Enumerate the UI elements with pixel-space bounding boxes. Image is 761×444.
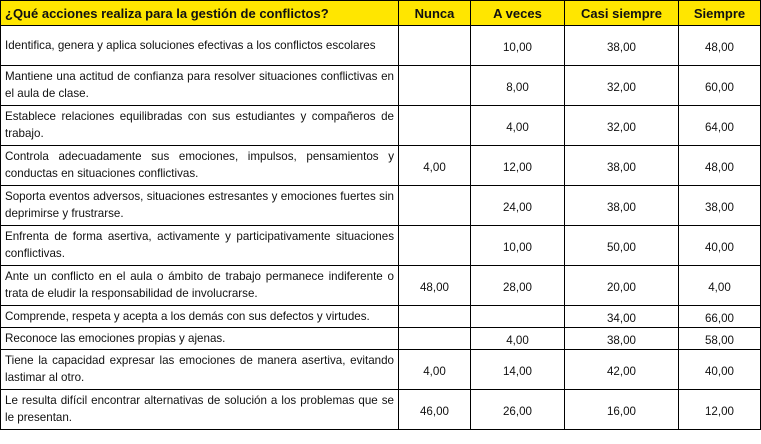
value-nunca [399, 66, 471, 106]
value-nunca [399, 328, 471, 350]
value-a-veces: 28,00 [471, 266, 565, 306]
question-cell: Identifica, genera y aplica soluciones efectivas a los conflictos escolares [1, 26, 399, 66]
table-row [1, 26, 761, 66]
question-cell: Le resulta difícil encontrar alternativas de solución a los problemas que se le presentan. [1, 390, 399, 430]
table-row [1, 66, 761, 106]
header-question: ¿Qué acciones realiza para la gestión de conflictos? [1, 1, 399, 26]
table-row [1, 146, 761, 186]
value-a-veces: 10,00 [471, 226, 565, 266]
question-cell: Comprende, respeta y acepta a los demás con sus defectos y virtudes. [1, 306, 399, 328]
value-siempre: 48,00 [679, 26, 761, 66]
question-cell: Reconoce las emociones propias y ajenas. [1, 328, 399, 350]
value-a-veces [471, 306, 565, 328]
header-nunca: Nunca [399, 1, 471, 26]
value-a-veces: 8,00 [471, 66, 565, 106]
value-casi-siempre: 38,00 [565, 186, 679, 226]
value-casi-siempre: 20,00 [565, 266, 679, 306]
value-casi-siempre: 32,00 [565, 106, 679, 146]
value-siempre: 40,00 [679, 350, 761, 390]
table-row [1, 266, 761, 306]
value-a-veces: 14,00 [471, 350, 565, 390]
value-casi-siempre: 34,00 [565, 306, 679, 328]
table-row [1, 226, 761, 266]
value-casi-siempre: 32,00 [565, 66, 679, 106]
question-cell: Mantiene una actitud de confianza para resolver situaciones conflictivas en el aula de clase. [1, 66, 399, 106]
question-cell: Tiene la capacidad expresar las emociones de manera asertiva, evitando lastimar al otro. [1, 350, 399, 390]
header-siempre: Siempre [679, 1, 761, 26]
header-row [1, 1, 761, 26]
value-a-veces: 26,00 [471, 390, 565, 430]
question-cell: Ante un conflicto en el aula o ámbito de trabajo permanece indiferente o trata de eludir la responsabilidad de involucrarse. [1, 266, 399, 306]
value-siempre: 12,00 [679, 390, 761, 430]
value-nunca: 4,00 [399, 146, 471, 186]
question-cell: Enfrenta de forma asertiva, activamente y participativamente situaciones conflictivas. [1, 226, 399, 266]
value-casi-siempre: 38,00 [565, 328, 679, 350]
value-siempre: 58,00 [679, 328, 761, 350]
value-nunca [399, 26, 471, 66]
table-row [1, 306, 761, 328]
value-casi-siempre: 42,00 [565, 350, 679, 390]
value-a-veces: 24,00 [471, 186, 565, 226]
header-casi-siempre: Casi siempre [565, 1, 679, 26]
value-nunca [399, 306, 471, 328]
value-siempre: 48,00 [679, 146, 761, 186]
value-siempre: 60,00 [679, 66, 761, 106]
value-casi-siempre: 38,00 [565, 26, 679, 66]
table-row [1, 186, 761, 226]
value-a-veces: 4,00 [471, 328, 565, 350]
value-casi-siempre: 50,00 [565, 226, 679, 266]
value-a-veces: 4,00 [471, 106, 565, 146]
value-siempre: 66,00 [679, 306, 761, 328]
table-row [1, 328, 761, 350]
table-row [1, 390, 761, 430]
value-siempre: 4,00 [679, 266, 761, 306]
value-nunca [399, 106, 471, 146]
value-nunca: 46,00 [399, 390, 471, 430]
value-casi-siempre: 38,00 [565, 146, 679, 186]
value-nunca [399, 186, 471, 226]
question-cell: Soporta eventos adversos, situaciones estresantes y emociones fuertes sin deprimirse y frustrarse. [1, 186, 399, 226]
value-a-veces: 10,00 [471, 26, 565, 66]
value-siempre: 38,00 [679, 186, 761, 226]
question-cell: Establece relaciones equilibradas con sus estudiantes y compañeros de trabajo. [1, 106, 399, 146]
value-nunca [399, 226, 471, 266]
question-cell: Controla adecuadamente sus emociones, impulsos, pensamientos y conductas en situaciones conflictivas. [1, 146, 399, 186]
table-row [1, 106, 761, 146]
header-a-veces: A veces [471, 1, 565, 26]
value-siempre: 40,00 [679, 226, 761, 266]
value-casi-siempre: 16,00 [565, 390, 679, 430]
table-row [1, 350, 761, 390]
value-nunca: 4,00 [399, 350, 471, 390]
value-a-veces: 12,00 [471, 146, 565, 186]
value-nunca: 48,00 [399, 266, 471, 306]
value-siempre: 64,00 [679, 106, 761, 146]
